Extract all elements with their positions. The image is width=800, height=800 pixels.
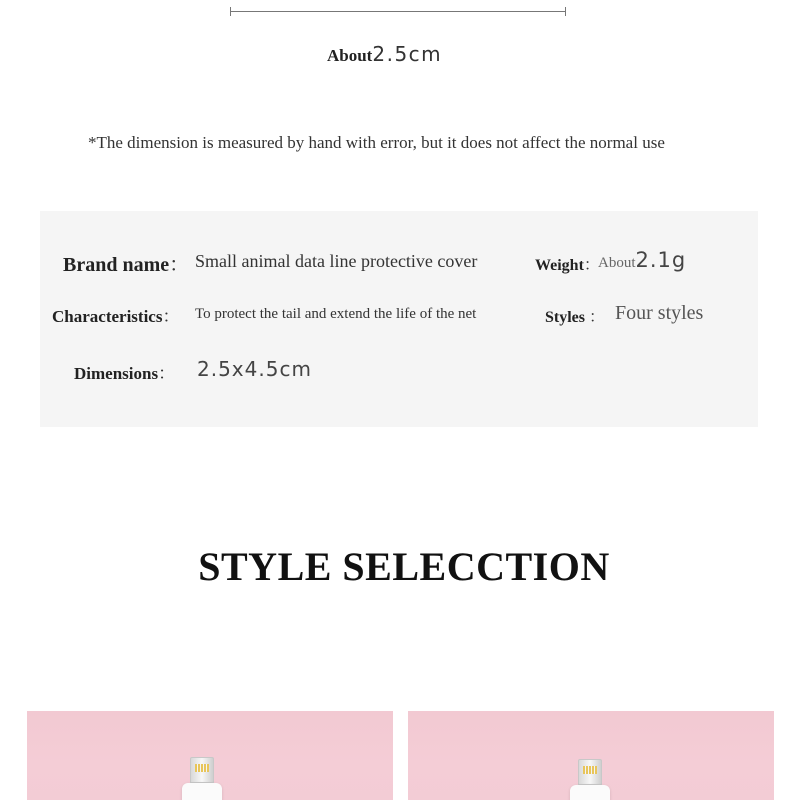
brand-label: Brand name <box>63 254 170 276</box>
styles-value: Four styles <box>615 302 704 324</box>
weight-colon: ： <box>583 255 600 274</box>
weight-value-group <box>598 248 686 272</box>
dimensions-colon: ： <box>158 364 176 384</box>
about-word: About <box>327 46 373 65</box>
styles-colon: ： <box>589 307 606 326</box>
dimension-line <box>230 11 565 12</box>
measurement-note: *The dimension is measured by hand with error, but it does not affect the normal use <box>88 133 665 152</box>
cable-connector-icon <box>578 759 602 785</box>
brand-value: Small animal data line protective cover <box>195 251 478 271</box>
section-title: STYLE SELECCTION <box>198 544 610 589</box>
styles-label: Styles <box>545 309 585 326</box>
cable-connector-icon <box>190 757 214 783</box>
brand-colon: ： <box>169 252 190 276</box>
characteristics-label: Characteristics <box>52 307 163 326</box>
cable-plug-body <box>570 785 610 800</box>
cable-plug-body <box>182 783 222 800</box>
spec-styles <box>545 304 605 327</box>
characteristics-value: To protect the tail and extend the life of the net <box>195 306 477 322</box>
characteristics-colon: ： <box>162 307 180 327</box>
spec-dimensions <box>74 359 175 384</box>
spec-characteristics <box>52 302 179 327</box>
product-photo-left[interactable] <box>27 711 393 800</box>
spec-weight <box>535 252 600 275</box>
dimensions-value: 2.5x4.5cm <box>197 357 312 381</box>
spec-brand <box>63 248 189 277</box>
dimension-tick-left <box>230 7 231 16</box>
weight-label: Weight <box>535 257 584 274</box>
weight-about: About <box>598 255 636 271</box>
about-value: 2.5cm <box>372 42 443 66</box>
product-photo-right[interactable] <box>408 711 774 800</box>
dimensions-label: Dimensions <box>74 364 159 383</box>
dimension-tick-right <box>565 7 566 16</box>
weight-value: 2.1g <box>635 248 687 272</box>
dimension-label <box>327 42 442 66</box>
